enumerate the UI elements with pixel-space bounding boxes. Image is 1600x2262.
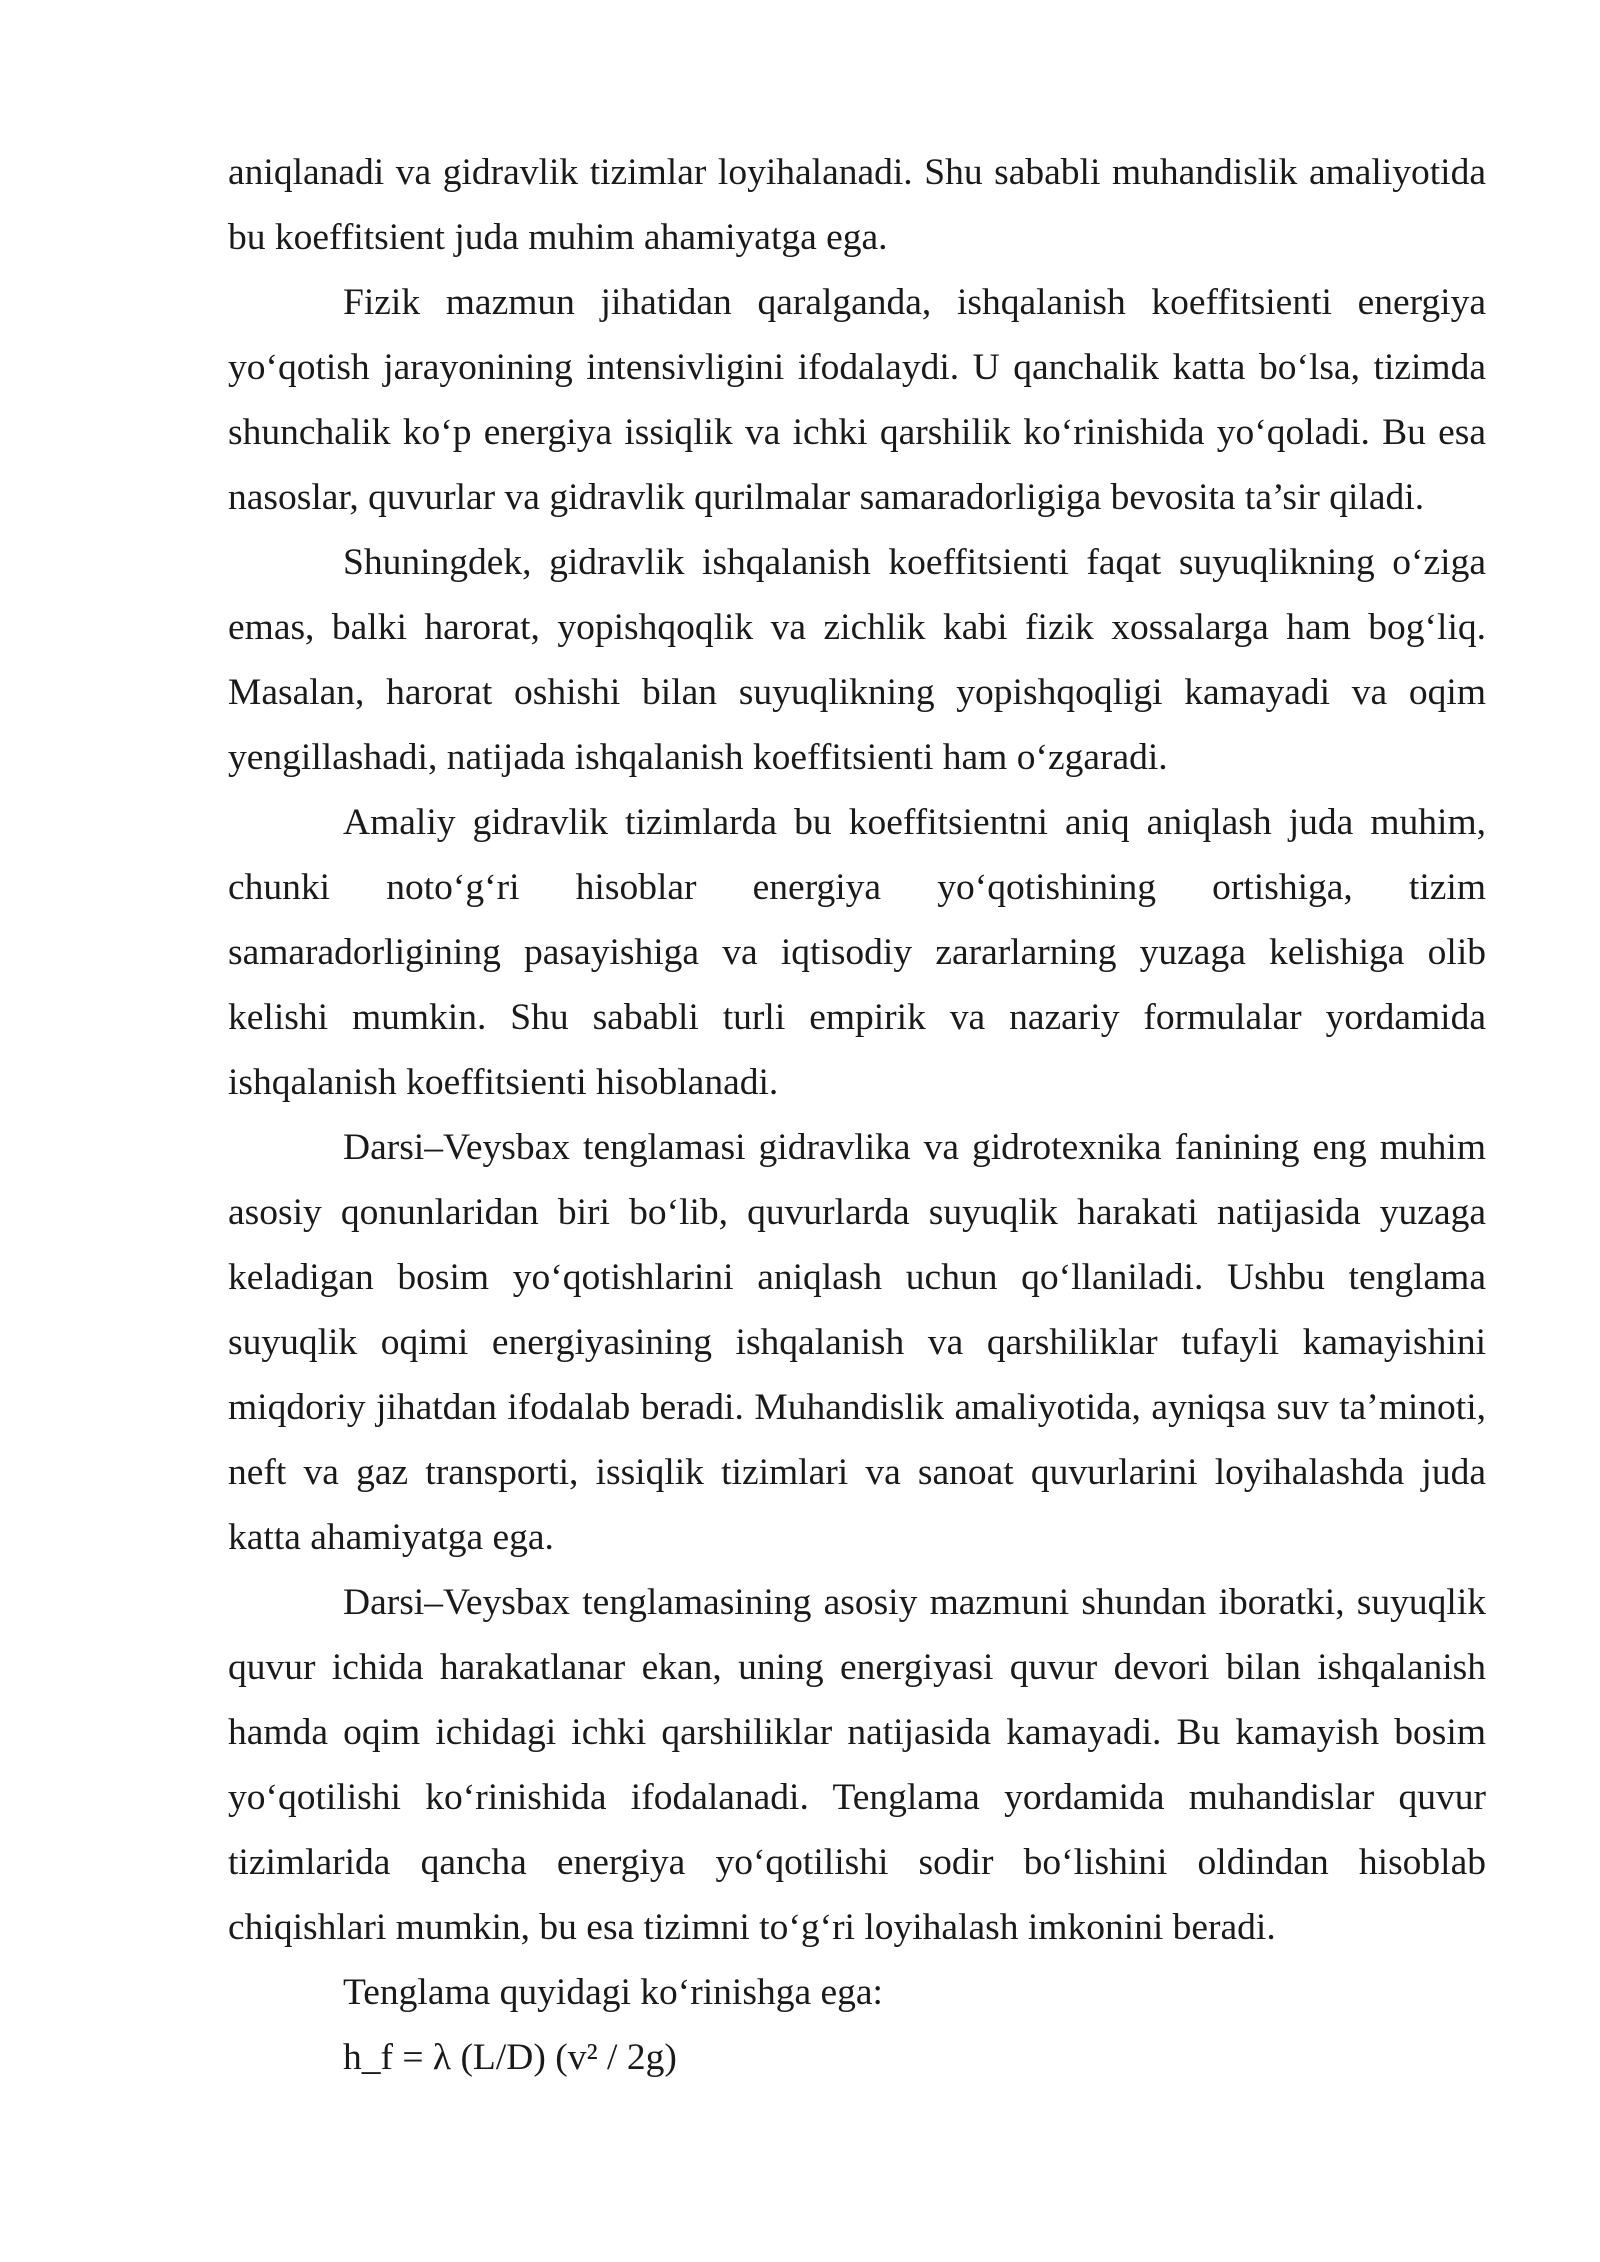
- paragraph-continuation: aniqlanadi va gidravlik tizimlar loyihalanadi. Shu sababli muhandislik amaliyotida bu koeffitsient juda muhim ahamiyatga ega.: [228, 152, 1486, 258]
- paragraph-property-dependence: Shuningdek, gidravlik ishqalanish koeffitsienti faqat suyuqlikning o‘ziga emas, balki harorat, yopishqoqlik va zichlik kabi fizik xossalarga ham bog‘liq. Masalan, harorat oshishi bilan suyuqlikning yopishqoqligi kamayadi va oqim yengillashadi, natijada ishqalanish koeffitsienti ham o‘zgaradi.: [228, 542, 1486, 778]
- paragraph-darcy-weisbach-meaning: Darsi–Veysbax tenglamasining asosiy mazmuni shundan iboratki, suyuqlik quvur ichida harakatlanar ekan, uning energiyasi quvur devori bilan ishqalanish hamda oqim ichidagi ichki qarshiliklar natijasida kamayadi. Bu kamayish bosim yo‘qotilishi ko‘rinishida ifodalanadi. Tenglama yordamida muhandislar quvur tizimlarida qancha energiya yo‘qotilishi sodir bo‘lishini oldindan hisoblab chiqishlari mumkin, bu esa tizimni to‘g‘ri loyihalash imkonini beradi.: [228, 1582, 1486, 1948]
- paragraph-practical-importance: Amaliy gidravlik tizimlarda bu koeffitsientni aniq aniqlash juda muhim, chunki noto‘g‘ri hisoblar energiya yo‘qotishining ortishiga, tizim samaradorligining pasayishiga va iqtisodiy zararlarning yuzaga kelishiga olib kelishi mumkin. Shu sababli turli empirik va nazariy formulalar yordamida ishqalanish koeffitsienti hisoblanadi.: [228, 802, 1486, 1103]
- paragraph-equation-intro: Tenglama quyidagi ko‘rinishga ega:: [343, 1972, 883, 2013]
- paragraph-darcy-weisbach-intro: Darsi–Veysbax tenglamasi gidravlika va gidrotexnika fanining eng muhim asosiy qonunlaridan biri bo‘lib, quvurlarda suyuqlik harakati natijasida yuzaga keladigan bosim yo‘qotishlarini aniqlash uchun qo‘llaniladi. Ushbu tenglama suyuqlik oqimi energiyasining ishqalanish va qarshiliklar tufayli kamayishini miqdoriy jihatdan ifodalab beradi. Muhandislik amaliyotida, ayniqsa suv ta’minoti, neft va gaz transporti, issiqlik tizimlari va sanoat quvurlarini loyihalashda juda katta ahamiyatga ega.: [228, 1127, 1486, 1558]
- equation-darcy-weisbach: h_f = λ (L/D) (v² / 2g): [343, 2037, 677, 2078]
- paragraph-physical-meaning: Fizik mazmun jihatidan qaralganda, ishqalanish koeffitsienti energiya yo‘qotish jarayonining intensivligini ifodalaydi. U qanchalik katta bo‘lsa, tizimda shunchalik ko‘p energiya issiqlik va ichki qarshilik ko‘rinishida yo‘qoladi. Bu esa nasoslar, quvurlar va gidravlik qurilmalar samaradorligiga bevosita ta’sir qiladi.: [228, 282, 1486, 518]
- document-page: [228, 140, 1486, 2090]
